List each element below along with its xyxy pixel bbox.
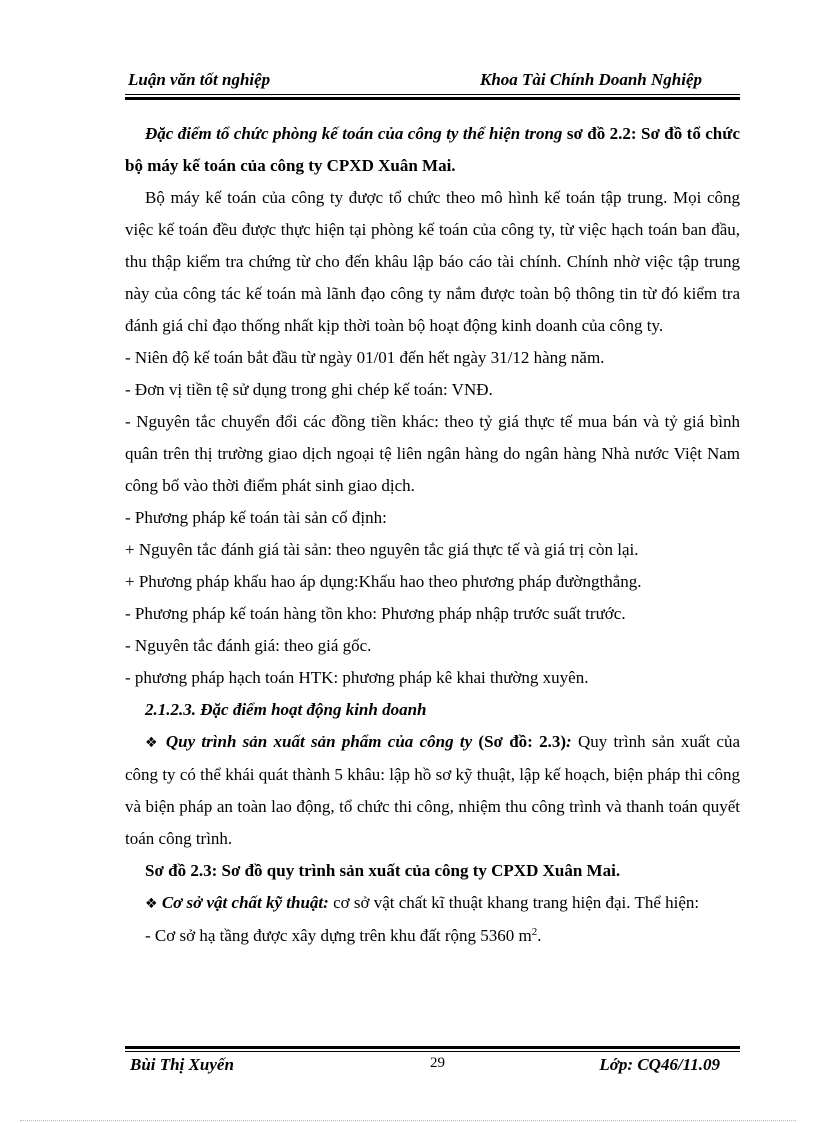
document-body — [125, 118, 740, 952]
list-item — [125, 920, 740, 952]
infrastructure-title: Cơ sở vật chất kỹ thuật: — [161, 893, 329, 912]
header-faculty: Khoa Tài Chính Doanh Nghiệp — [479, 70, 702, 89]
list-item: - Nguyên tắc chuyển đổi các đồng tiền khác: theo tỷ giá thực tế mua bán và tỷ giá bình quân trên thị trường giao dịch ngoại tệ liên ngân hàng do ngân hàng Nhà nước Việt Nam công bố vào thời điểm phát sinh giao dịch. — [125, 412, 740, 495]
paragraph-infrastructure — [125, 887, 740, 920]
header-thesis-title: Luận văn tốt nghiệp — [128, 70, 271, 89]
list-item: + Nguyên tắc đánh giá tài sản: theo nguyên tắc giá thực tế và giá trị còn lại. — [125, 540, 639, 559]
footer-class: Lớp: CQ46/11.09 — [599, 1055, 720, 1074]
figure-reference: (Sơ đồ: 2.3) — [478, 732, 567, 751]
page-number: 29 — [430, 1055, 445, 1071]
section-heading: 2.1.2.3. Đặc điểm hoạt động kinh doanh — [145, 700, 427, 719]
colon: : — [566, 732, 572, 751]
list-item: - Phương pháp kế toán tài sản cố định: — [125, 508, 387, 527]
superscript: 2 — [531, 926, 538, 938]
paragraph-accounting-organization — [125, 118, 740, 182]
list-item: - Đơn vị tiền tệ sử dụng trong ghi chép kế toán: VNĐ. — [125, 380, 493, 399]
infrastructure-text: cơ sở vật chất kĩ thuật khang trang hiện đại. Thể hiện: — [328, 893, 700, 912]
paragraph-accounting-apparatus: Bộ máy kế toán của công ty được tổ chức theo mô hình kế toán tập trung. Mọi công việc kế toán đều được thực hiện tại phòng kế toán của công ty, từ việc hạch toán ban đầu, thu thập kiểm tra chứng từ cho đến khâu lập báo cáo tài chính. Chính nhờ việc tập trung này của công tác kế toán mà lãnh đạo công ty nắm được toàn bộ thông tin từ đó kiểm tra đánh giá chỉ đạo thống nhất kịp thời toàn bộ hoạt động kinh doanh của công ty. — [125, 188, 740, 335]
list-item: - Nguyên tắc đánh giá: theo giá gốc. — [125, 636, 372, 655]
page-header — [125, 70, 740, 94]
footer-rule-thin — [125, 1051, 740, 1052]
emphasis-lead: Đặc điểm tổ chức phòng kế toán của công ty thể hiện trong — [145, 124, 563, 143]
paragraph-production-process — [125, 726, 740, 855]
footer-author: Bùi Thị Xuyến — [130, 1055, 234, 1074]
figure-reference: sơ đồ 2.2: Sơ đồ tổ chức bộ máy kế toán của công ty CPXD Xuân Mai. — [125, 124, 740, 175]
production-process-text: Quy trình sản xuất của công ty có thể khái quát thành 5 khâu: lập hồ sơ kỹ thuật, lập kế hoạch, biện pháp thi công và biện pháp an toàn lao động, tổ chức thi công, nhiệm thu công trình và thanh toán quyết toán công trình. — [125, 732, 741, 848]
list-item: - phương pháp hạch toán HTK: phương pháp kê khai thường xuyên. — [125, 668, 589, 687]
diamond-bullet-icon: ❖ — [145, 896, 158, 912]
page-footer — [125, 1055, 740, 1079]
list-item: - Niên độ kế toán bắt đầu từ ngày 01/01 đến hết ngày 31/12 hàng năm. — [125, 348, 605, 367]
production-process-title: Quy trình sản xuất sản phẩm của công ty — [165, 732, 473, 751]
figure-caption: Sơ đồ 2.3: Sơ đồ quy trình sản xuất của công ty CPXD Xuân Mai. — [145, 861, 621, 880]
header-rule-thick — [125, 97, 740, 100]
header-rule-thin — [125, 94, 740, 95]
land-area-text: - Cơ sở hạ tầng được xây dựng trên khu đất rộng 5360 m — [145, 926, 532, 945]
list-item: + Phương pháp khấu hao áp dụng:Khấu hao theo phương pháp đườngthẳng. — [125, 572, 642, 591]
page-break-line — [20, 1120, 796, 1121]
list-item: - Phương pháp kế toán hàng tồn kho: Phương pháp nhập trước suất trước. — [125, 604, 626, 623]
diamond-bullet-icon: ❖ — [145, 735, 160, 751]
period: . — [537, 926, 542, 945]
footer-rule-thick — [125, 1046, 740, 1049]
